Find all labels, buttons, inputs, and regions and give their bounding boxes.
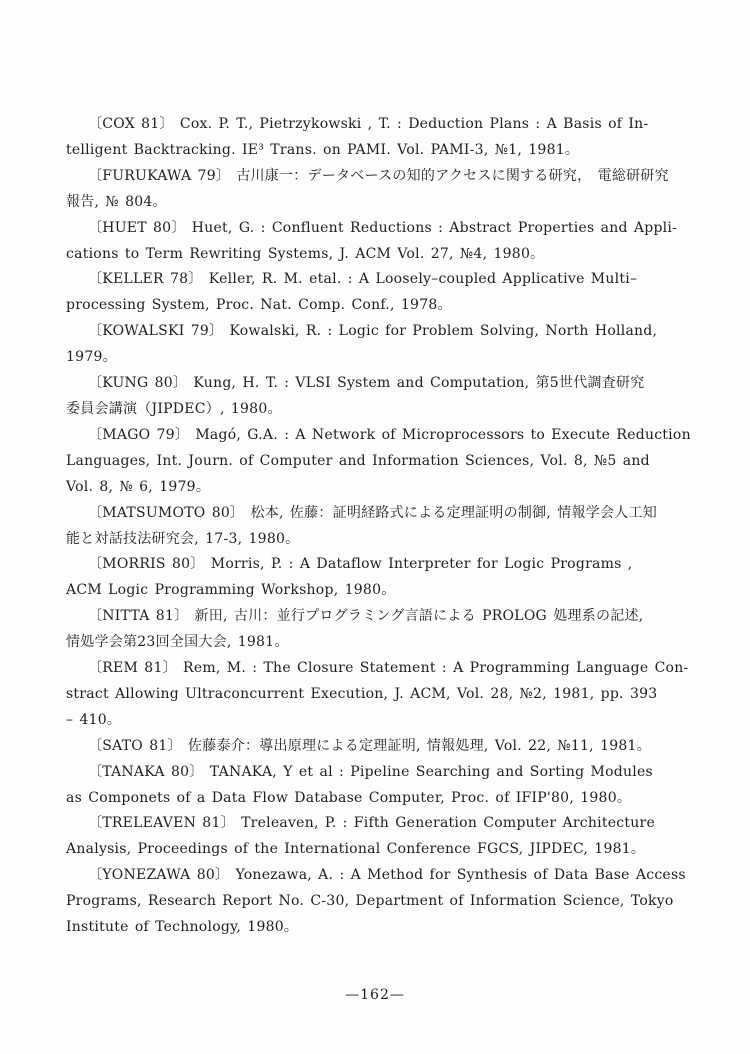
reference-line: 〔HUET 80〕 Huet, G. : Confluent Reductions : Abstract Properties and Appli-: [88, 219, 678, 236]
reference-line: – 410。: [66, 711, 122, 728]
reference-line: Institute of Technology, 1980。: [66, 919, 299, 936]
reference-line: 〔YONEZAWA 80〕 Yonezawa, A. : A Method for Synthesis of Data Base Access: [88, 867, 686, 884]
reference-line: 〔MAGO 79〕 Magó, G.A. : A Network of Microprocessors to Execute Reduction: [88, 426, 691, 443]
reference-line: 〔KUNG 80〕 Kung, H. T. : VLSI System and Computation, 第5世代調査研究: [88, 375, 645, 392]
reference-line: 〔SATO 81〕 佐藤泰介：導出原理による定理証明, 情報処理, Vol. 22, №11, 1981。: [88, 737, 651, 754]
reference-entry-furukawa-79: [66, 164, 714, 216]
reference-line: 〔KOWALSKI 79〕 Kowalski, R. : Logic for Problem Solving, North Holland,: [88, 323, 658, 340]
reference-line: telligent Backtracking. IE³ Trans. on PAMI. Vol. PAMI-3, №1, 1981。: [66, 141, 580, 158]
reference-line: as Componets of a Data Flow Database Computer, Proc. of IFIP'80, 1980。: [66, 789, 632, 806]
reference-line: ACM Logic Programming Workshop, 1980。: [66, 582, 396, 599]
reference-line: stract Allowing Ultraconcurrent Execution, J. ACM, Vol. 28, №2, 1981, pp. 393: [66, 685, 658, 702]
reference-line: 〔TANAKA 80〕 TANAKA, Y et al : Pipeline Searching and Sorting Modules: [88, 763, 653, 780]
reference-line: 〔KELLER 78〕 Keller, R. M. etal. : A Loosely–coupled Applicative Multi–: [88, 271, 638, 288]
reference-line: Vol. 8, № 6, 1979。: [66, 478, 211, 495]
reference-line: 1979。: [66, 349, 117, 366]
reference-line: 〔MATSUMOTO 80〕 松本, 佐藤：証明経路式による定理証明の制御, 情報学会人工知: [88, 504, 658, 521]
reference-entry-morris-80: [66, 552, 714, 604]
reference-line: Analysis, Proceedings of the International Conference FGCS, JIPDEC, 1981。: [66, 841, 646, 858]
reference-line: Languages, Int. Journ. of Computer and Information Sciences, Vol. 8, №5 and: [66, 452, 650, 469]
reference-entry-huet-80: [66, 216, 714, 268]
reference-line: 情処学会第23回全国大会, 1981。: [66, 634, 289, 651]
reference-line: 〔MORRIS 80〕 Morris, P. : A Dataflow Interpreter for Logic Programs ,: [88, 556, 633, 573]
page-number: —162—: [345, 987, 405, 1003]
reference-line: Programs, Research Report No. C-30, Department of Information Science, Tokyo: [66, 893, 674, 910]
reference-entry-rem-81: [66, 656, 714, 734]
reference-line: cations to Term Rewriting Systems, J. ACM Vol. 27, №4, 1980。: [66, 245, 545, 262]
page-footer: [0, 984, 750, 1003]
reference-entry-sato-81: [66, 734, 714, 760]
reference-line: 〔REM 81〕 Rem, M. : The Closure Statement : A Programming Language Con-: [88, 660, 689, 677]
reference-line: 〔NITTA 81〕 新田, 古川：並行プログラミング言語による PROLOG 処理系の記述,: [88, 608, 644, 625]
reference-line: 〔TRELEAVEN 81〕 Treleaven, P. : Fifth Generation Computer Architecture: [88, 815, 655, 832]
reference-entry-kung-80: [66, 371, 714, 423]
reference-entry-keller-78: [66, 267, 714, 319]
reference-list: [66, 112, 714, 941]
reference-line: 能と対話技法研究会, 17-3, 1980。: [66, 530, 300, 547]
reference-entry-matsumoto-80: [66, 501, 714, 553]
reference-line: processing System, Proc. Nat. Comp. Conf., 1978。: [66, 297, 452, 314]
reference-entry-mago-79: [66, 423, 714, 501]
reference-entry-treleaven-81: [66, 811, 714, 863]
reference-entry-tanaka-80: [66, 760, 714, 812]
reference-line: 報告, № 804。: [66, 193, 167, 210]
reference-line: 〔FURUKAWA 79〕 古川康一：データベースの知的アクセスに関する研究， 電総研研究: [88, 167, 669, 184]
reference-entry-yonezawa-80: [66, 863, 714, 941]
reference-line: 委員会講演（JIPDEC）, 1980。: [66, 400, 282, 417]
reference-entry-nitta-81: [66, 604, 714, 656]
reference-entry-kowalski-79: [66, 319, 714, 371]
reference-entry-cox-81: [66, 112, 714, 164]
reference-line: 〔COX 81〕 Cox. P. T., Pietrzykowski , T. : Deduction Plans : A Basis of In-: [88, 116, 649, 132]
